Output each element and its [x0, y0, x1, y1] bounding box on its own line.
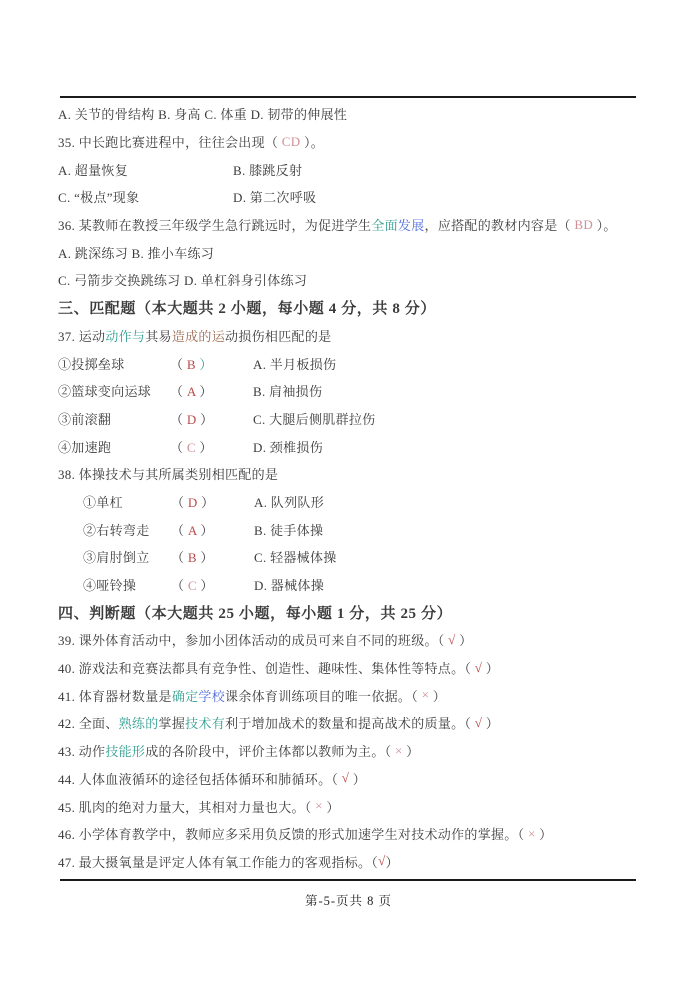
- text-run: B: [186, 356, 196, 372]
- text-run: ，应搭配的教材内容是（: [424, 218, 575, 234]
- match-38-row3: [58, 543, 640, 571]
- text-run: （: [170, 411, 187, 427]
- text-run: √: [474, 659, 483, 675]
- text-run: ）: [196, 550, 214, 566]
- text-run: （: [170, 356, 187, 372]
- text-run: ③前滚翻: [58, 411, 112, 427]
- section-3-heading: [58, 294, 640, 322]
- match-37-row4: [58, 432, 640, 460]
- text-run: 45. 肌肉的绝对力量大，其相对力量也大。（: [58, 799, 316, 815]
- question-40: [58, 654, 640, 682]
- option-right: [233, 160, 302, 179]
- text-run: ）: [349, 771, 367, 787]
- text-run: ）: [535, 827, 553, 843]
- text-run: CD: [281, 133, 301, 149]
- text-run: A. 超量恢复: [58, 162, 128, 178]
- text-run: ×: [315, 798, 323, 814]
- text-run: （: [170, 439, 187, 455]
- text-run: A. 队列队形: [254, 494, 324, 510]
- text-run: D: [187, 494, 198, 510]
- question-41: [58, 681, 640, 709]
- match-option: [254, 547, 337, 566]
- text-run: D. 第二次呼吸: [233, 190, 317, 206]
- text-run: 43. 动作: [58, 744, 106, 760]
- text-run: 35. 中长跑比赛进程中，往往会出现（: [58, 135, 282, 151]
- match-answer: [170, 437, 253, 456]
- text-run: ）: [196, 522, 214, 538]
- text-run: （: [171, 494, 188, 510]
- question-44: [58, 765, 640, 793]
- option-right: [233, 187, 316, 206]
- match-option: [253, 381, 322, 400]
- section-4-heading: [58, 598, 640, 626]
- text-run: ）: [385, 854, 399, 870]
- top-rule: [60, 96, 636, 98]
- match-item: [58, 437, 170, 456]
- match-item: [83, 575, 171, 594]
- text-run: C. 大腿后侧肌群拉伤: [253, 411, 376, 427]
- match-38-row2: [58, 515, 640, 543]
- question-34-options: [58, 100, 640, 128]
- text-run: 掌握: [158, 716, 186, 732]
- page-number: 第-5-页共 8 页: [304, 894, 393, 908]
- match-answer: [171, 492, 254, 511]
- text-run: ）: [196, 578, 214, 594]
- page-content: [58, 100, 640, 875]
- match-item: [58, 409, 170, 428]
- text-run: 46. 小学体育教学中，教师应多采用负反馈的形式加速学生对技术动作的掌握。（: [58, 827, 528, 843]
- text-run: ④哑铃操: [83, 578, 137, 594]
- text-run: 44. 人体血液循环的途径包括体循环和肺循环。（: [58, 771, 342, 787]
- text-run: √: [448, 631, 456, 647]
- text-run: ①单杠: [83, 494, 123, 510]
- text-run: D. 颈椎损伤: [253, 439, 323, 455]
- question-35-options-row1: [58, 155, 640, 183]
- text-run: 确定: [171, 688, 199, 704]
- question-36-options-row1: [58, 238, 640, 266]
- text-run: 成的各阶段中，评价主体都以教师为主。（: [145, 744, 395, 760]
- text-run: A. 关节的骨结构 B. 身高 C. 体重 D. 韧带的伸展性: [58, 107, 348, 123]
- match-option: [254, 575, 324, 594]
- text-run: ×: [421, 687, 430, 703]
- text-run: C. 弓箭步交换跳练习 D. 单杠斜身引体练习: [58, 273, 308, 289]
- text-run: B. 肩袖损伤: [253, 384, 323, 400]
- text-run: ②右转弯走: [83, 522, 150, 538]
- text-run: 47. 最大摄氧量是评定人体有氧工作能力的客观指标。（: [58, 854, 379, 870]
- text-run: 利于增加战术的数量和提高战术的质量。（: [225, 716, 475, 732]
- text-run: 41. 体育器材数量是: [58, 688, 172, 704]
- question-46: [58, 820, 640, 848]
- text-run: C: [187, 578, 197, 594]
- text-run: 发展: [397, 218, 425, 234]
- text-run: 42. 全面、: [58, 716, 119, 732]
- match-37-row3: [58, 405, 640, 433]
- text-run: 三、匹配题（本大题共 2 小题，每小题 4 分，共 8 分）: [58, 301, 437, 318]
- text-run: 课余体育训练项目的唯一依据。（: [225, 688, 422, 704]
- match-item: [58, 381, 170, 400]
- text-run: ④加速跑: [58, 439, 112, 455]
- match-option: [253, 354, 336, 373]
- text-run: ×: [527, 825, 536, 841]
- question-37: [58, 322, 640, 350]
- match-38-row1: [58, 488, 640, 516]
- text-run: 其易: [145, 328, 172, 344]
- text-run: A. 半月板损伤: [253, 356, 337, 372]
- text-run: ×: [394, 742, 403, 758]
- match-answer: [171, 547, 254, 566]
- option-left: [58, 160, 233, 179]
- match-item: [83, 547, 171, 566]
- text-run: ）: [482, 716, 500, 732]
- match-38-row4: [58, 571, 640, 599]
- text-run: （: [171, 578, 188, 594]
- text-run: 技能形: [105, 744, 146, 760]
- text-run: 40. 游戏法和竞赛法都具有竞争性、创造性、趣味性、集体性等特点。（: [58, 661, 475, 677]
- text-run: A. 跳深练习 B. 推小车练习: [58, 245, 215, 261]
- match-option: [254, 492, 324, 511]
- text-run: ）: [196, 411, 214, 427]
- text-run: C. 轻器械体操: [254, 550, 337, 566]
- question-35-options-row2: [58, 183, 640, 211]
- text-run: √: [378, 853, 386, 869]
- option-left: [58, 187, 233, 206]
- text-run: C: [186, 439, 196, 455]
- question-36: [58, 211, 640, 239]
- text-run: A: [187, 522, 197, 538]
- text-run: B. 徒手体操: [254, 522, 324, 538]
- text-run: （: [171, 550, 188, 566]
- text-run: 熟练的: [118, 716, 159, 732]
- text-run: ）: [429, 688, 447, 704]
- match-answer: [170, 354, 253, 373]
- text-run: 动作与: [105, 328, 146, 344]
- match-option: [254, 520, 323, 539]
- question-39: [58, 626, 640, 654]
- text-run: 36. 某教师在教授三年级学生急行跳远时，为促进学生: [58, 218, 372, 234]
- text-run: ）。: [593, 218, 617, 234]
- text-run: 学校: [198, 688, 226, 704]
- match-item: [58, 354, 170, 373]
- question-43: [58, 737, 640, 765]
- text-run: ）: [195, 356, 213, 372]
- text-run: 38. 体操技术与其所属类别相匹配的是: [58, 467, 279, 483]
- question-47: [58, 848, 640, 876]
- text-run: ）: [195, 384, 213, 400]
- text-run: ）: [455, 633, 473, 649]
- text-run: ①投掷垒球: [58, 356, 125, 372]
- match-option: [253, 409, 375, 428]
- question-36-options-row2: [58, 266, 640, 294]
- text-run: ）: [195, 439, 213, 455]
- text-run: D. 器械体操: [254, 578, 324, 594]
- text-run: ）: [402, 744, 420, 760]
- match-answer: [170, 381, 253, 400]
- text-run: ）。: [300, 135, 325, 151]
- text-run: B: [187, 550, 197, 566]
- text-run: 造成的运: [171, 328, 226, 344]
- text-run: 全面: [371, 218, 398, 234]
- text-run: ③肩肘倒立: [83, 550, 150, 566]
- text-run: A: [186, 384, 196, 400]
- text-run: 39. 课外体育活动中，参加小团体活动的成员可来自不同的班级。（: [58, 633, 449, 649]
- question-45: [58, 792, 640, 820]
- text-run: √: [341, 770, 350, 786]
- text-run: （: [171, 522, 188, 538]
- text-run: 动损伤相匹配的是: [225, 328, 332, 344]
- match-37-row1: [58, 349, 640, 377]
- text-run: BD: [574, 216, 594, 232]
- text-run: √: [474, 714, 483, 730]
- match-item: [83, 520, 171, 539]
- text-run: B. 膝跳反射: [233, 162, 303, 178]
- text-run: ）: [322, 799, 340, 815]
- text-run: D: [186, 411, 197, 427]
- match-option: [253, 437, 323, 456]
- match-37-row2: [58, 377, 640, 405]
- text-run: ②篮球变向运球: [58, 384, 152, 400]
- text-run: 技术有: [185, 716, 226, 732]
- question-42: [58, 709, 640, 737]
- bottom-rule: [60, 879, 636, 881]
- text-run: ）: [482, 661, 500, 677]
- question-38: [58, 460, 640, 488]
- match-item: [83, 492, 171, 511]
- match-answer: [170, 409, 253, 428]
- text-run: 37. 运动: [58, 328, 106, 344]
- text-run: 四、判断题（本大题共 25 小题，每小题 1 分，共 25 分）: [58, 605, 453, 622]
- question-35: [58, 128, 640, 156]
- text-run: （: [170, 384, 187, 400]
- match-answer: [171, 520, 254, 539]
- text-run: C. “极点”现象: [58, 190, 140, 206]
- text-run: ）: [197, 494, 215, 510]
- match-answer: [171, 575, 254, 594]
